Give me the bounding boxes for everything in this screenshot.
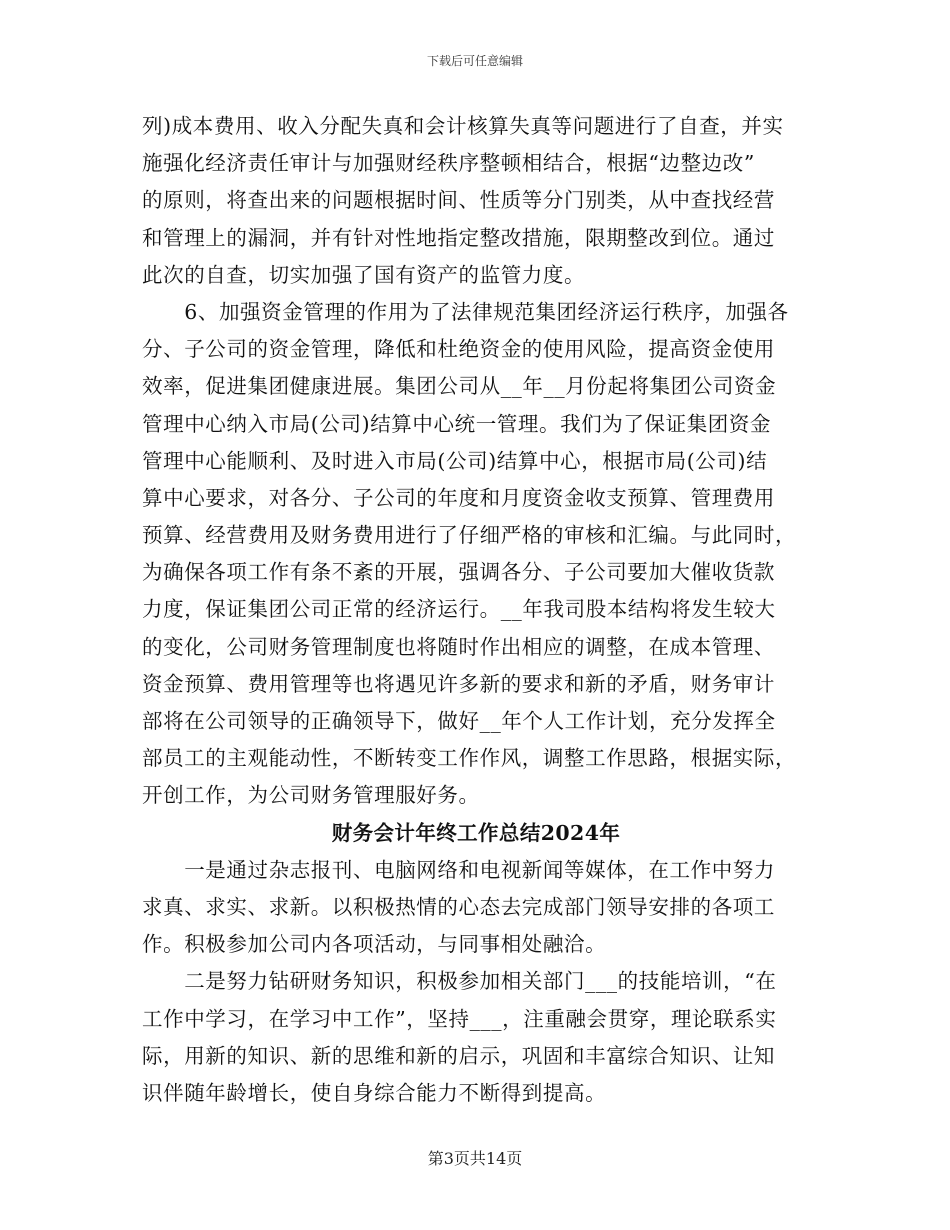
document-body: [142, 108, 810, 1112]
text-line: 开创工作，为公司财务管理服好务。: [142, 783, 480, 808]
text-line: 的变化，公司财务管理制度也将随时作出相应的调整，在成本管理、: [142, 634, 775, 659]
paragraph-point-one: [142, 852, 810, 964]
text-line: 力度，保证集团公司正常的经济运行。__年我司股本结构将发生较大: [142, 597, 776, 622]
text-line: 管理中心纳入市局(公司)结算中心统一管理。我们为了保证集团资金: [142, 411, 772, 436]
text-line: 的原则，将查出来的问题根据时间、性质等分门别类，从中查找经营: [142, 188, 775, 213]
text-line: 部员工的主观能动性，不断转变工作作风，调整工作思路，根据实际，: [142, 746, 797, 771]
paragraph-point-two: [142, 963, 810, 1112]
text-line: 作。积极参加公司内各项活动，与同事相处融洽。: [142, 932, 607, 957]
text-line: 为确保各项工作有条不紊的开展，强调各分、子公司要加大催收货款: [142, 560, 775, 585]
text-line: 际，用新的知识、新的思维和新的启示，巩固和丰富综合知识、让知: [142, 1043, 775, 1068]
text-line: 算中心要求，对各分、子公司的年度和月度资金收支预算、管理费用: [142, 485, 775, 510]
text-line: 施强化经济责任审计与加强财经秩序整顿相结合，根据“边整边改”: [142, 151, 755, 176]
text-line: 部将在公司领导的正确领导下，做好__年个人工作计划，充分发挥全: [142, 709, 776, 733]
text-line: 资金预算、费用管理等也将遇见许多新的要求和新的矛盾，财务审计: [142, 671, 775, 696]
text-line: 效率，促进集团健康进展。集团公司从__年__月份起将集团公司资金: [142, 374, 777, 399]
text-line: 分、子公司的资金管理，降低和杜绝资金的使用风险，提高资金使用: [142, 337, 775, 362]
page-number-footer: 第3页共14页: [427, 1149, 523, 1168]
text-line: 求真、求实、求新。以积极热情的心态去完成部门领导安排的各项工: [142, 894, 775, 919]
section-heading: 财务会计年终工作总结2024年: [331, 820, 621, 845]
text-line: 管理中心能顺利、及时进入市局(公司)结算中心，根据市局(公司)结: [142, 448, 768, 473]
text-line: 列)成本费用、收入分配失真和会计核算失真等问题进行了自查，并实: [142, 114, 784, 138]
text-line: 此次的自查，切实加强了国有资产的监管力度。: [142, 262, 586, 287]
text-line: 一是通过杂志报刊、电脑网络和电视新闻等媒体，在工作中努力: [142, 857, 775, 882]
page-header-note: 下载后可任意编辑: [426, 54, 523, 68]
text-line: 6、加强资金管理的作用为了法律规范集团经济运行秩序，加强各: [142, 299, 789, 324]
text-line: 预算、经营费用及财务费用进行了仔细严格的审核和汇编。与此同时，: [142, 523, 797, 548]
text-line: 二是努力钻研财务知识，积极参加相关部门___的技能培训，“在: [142, 969, 777, 994]
text-line: 识伴随年龄增长，使自身综合能力不断得到提高。: [142, 1080, 607, 1105]
paragraph-fund-management: [142, 294, 810, 815]
text-line: 工作中学习，在学习中工作”，坚持___，注重融会贯穿，理论联系实: [142, 1006, 777, 1031]
text-line: 和管理上的漏洞，并有针对性地指定整改措施，限期整改到位。通过: [142, 225, 775, 250]
paragraph-self-inspection: [142, 108, 810, 294]
